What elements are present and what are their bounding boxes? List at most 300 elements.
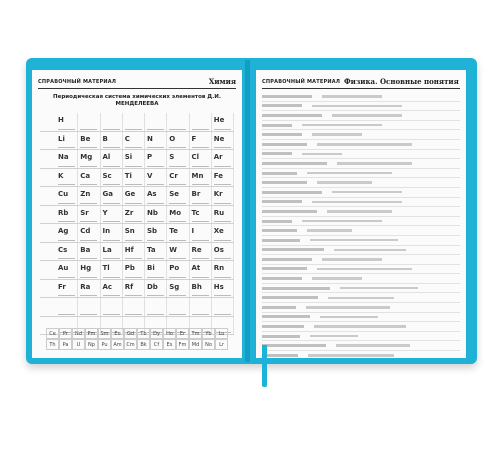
periodic-row	[40, 224, 234, 243]
formula-expression	[262, 95, 312, 98]
formula-expression	[262, 296, 318, 299]
formula-expression	[262, 306, 296, 309]
lanthanide-cell: Ce	[46, 328, 59, 339]
element-cell	[167, 113, 189, 131]
element-symbol: H	[58, 116, 64, 124]
element-detail	[58, 166, 75, 167]
formula-expression	[262, 172, 297, 175]
element-cell	[56, 298, 78, 316]
period-number	[40, 224, 56, 242]
lanthanide-cell: Tm	[189, 328, 202, 339]
element-detail	[58, 147, 75, 148]
element-cell	[101, 187, 123, 205]
element-detail	[125, 314, 142, 315]
element-detail	[103, 147, 120, 148]
periodic-row	[40, 243, 234, 262]
formula-expression	[262, 143, 307, 146]
element-cell	[123, 206, 145, 224]
formula-row	[262, 303, 460, 313]
element-detail	[192, 184, 209, 185]
actinide-cell: Cf	[150, 339, 163, 350]
formula-row	[262, 351, 460, 358]
formula-description	[302, 153, 342, 156]
periodic-row	[40, 298, 234, 317]
left-page	[32, 70, 242, 358]
lanthanide-cell: Er	[176, 328, 189, 339]
element-cell	[78, 298, 100, 316]
periodic-row	[40, 132, 234, 151]
element-cell	[145, 261, 167, 279]
element-detail	[192, 240, 209, 241]
element-symbol: Nb	[147, 208, 158, 217]
element-detail	[169, 221, 186, 222]
element-cell	[145, 113, 167, 131]
formula-description	[337, 162, 412, 165]
element-cell	[56, 224, 78, 242]
formula-description	[314, 325, 406, 328]
element-detail	[125, 277, 142, 278]
element-cell	[190, 150, 212, 168]
element-cell	[212, 169, 234, 187]
element-symbol: I	[191, 227, 195, 235]
formula-expression	[262, 152, 292, 155]
period-number	[40, 150, 56, 168]
element-cell	[101, 280, 123, 298]
element-detail	[80, 147, 97, 148]
element-symbol: Pb	[124, 264, 135, 272]
element-detail	[169, 314, 186, 315]
element-detail	[125, 129, 142, 130]
element-detail	[58, 314, 75, 315]
periodic-row	[40, 150, 234, 169]
element-detail	[80, 240, 97, 241]
element-symbol: Sg	[169, 282, 180, 291]
formula-description	[302, 220, 382, 223]
formula-row	[262, 255, 460, 265]
element-detail	[103, 203, 120, 204]
element-detail	[58, 221, 75, 222]
element-symbol: Re	[191, 245, 202, 254]
element-detail	[58, 129, 75, 130]
element-detail	[103, 240, 120, 241]
element-detail	[214, 295, 231, 296]
formula-row	[262, 159, 460, 169]
formula-expression	[262, 258, 312, 261]
element-symbol: Ge	[124, 190, 136, 198]
element-symbol: Tl	[102, 264, 110, 272]
physics-formula-list	[262, 92, 460, 358]
element-cell	[56, 169, 78, 187]
element-detail	[147, 147, 164, 148]
formula-description	[312, 105, 402, 108]
element-symbol: Ra	[80, 282, 91, 291]
element-detail	[125, 221, 142, 222]
element-cell	[190, 206, 212, 224]
element-detail	[147, 295, 164, 296]
element-cell	[101, 224, 123, 242]
formula-description	[320, 316, 378, 319]
element-detail	[214, 221, 231, 222]
element-symbol: V	[147, 171, 153, 180]
lanthanide-cell: Nd	[72, 328, 85, 339]
period-number	[40, 206, 56, 224]
element-detail	[103, 258, 120, 259]
element-cell	[56, 132, 78, 150]
element-detail	[192, 203, 209, 204]
element-detail	[58, 184, 75, 185]
element-symbol: Zn	[80, 190, 91, 198]
element-symbol: Mo	[169, 208, 182, 217]
element-cell	[212, 132, 234, 150]
formula-description	[322, 258, 382, 261]
element-cell	[56, 206, 78, 224]
formula-expression	[262, 325, 304, 328]
element-cell	[190, 261, 212, 279]
actinide-cell: Md	[189, 339, 202, 350]
element-cell	[101, 261, 123, 279]
formula-row	[262, 140, 460, 150]
formula-expression	[262, 200, 302, 203]
element-detail	[147, 166, 164, 167]
element-detail	[214, 240, 231, 241]
element-cell	[190, 243, 212, 261]
element-symbol: P	[147, 153, 153, 161]
element-cell	[123, 113, 145, 131]
element-cell	[56, 187, 78, 205]
element-cell	[212, 187, 234, 205]
lanthanide-cell: Lu	[215, 328, 228, 339]
actinide-cell: Lr	[215, 339, 228, 350]
element-symbol: S	[169, 153, 175, 161]
element-cell	[167, 150, 189, 168]
element-cell	[167, 280, 189, 298]
period-number	[40, 243, 56, 261]
formula-description	[308, 354, 394, 357]
formula-row	[262, 92, 460, 102]
formula-description	[328, 297, 394, 300]
element-cell	[167, 169, 189, 187]
element-detail	[147, 277, 164, 278]
actinide-cell: Bk	[137, 339, 150, 350]
element-cell	[78, 150, 100, 168]
formula-expression	[262, 191, 322, 194]
actinide-cell: Es	[163, 339, 176, 350]
formula-expression	[262, 181, 307, 184]
formula-description	[332, 191, 402, 194]
formula-expression	[262, 162, 327, 165]
element-detail	[58, 277, 75, 278]
element-symbol: F	[191, 134, 197, 143]
actinide-cell: Np	[85, 339, 98, 350]
element-cell	[101, 243, 123, 261]
element-detail	[80, 184, 97, 185]
element-detail	[80, 314, 97, 315]
element-cell	[145, 187, 167, 205]
formula-expression	[262, 220, 292, 223]
formula-description	[322, 95, 382, 98]
element-detail	[80, 221, 97, 222]
element-cell	[78, 206, 100, 224]
element-cell	[123, 280, 145, 298]
element-cell	[101, 169, 123, 187]
element-symbol: K	[58, 171, 64, 180]
element-symbol: Sb	[147, 227, 158, 235]
element-cell	[78, 187, 100, 205]
element-cell	[190, 298, 212, 316]
element-symbol: Mn	[191, 171, 204, 180]
formula-row	[262, 169, 460, 179]
periodic-row	[40, 206, 234, 225]
formula-row	[262, 226, 460, 236]
element-symbol: Sn	[124, 227, 135, 235]
left-section-label: СПРАВОЧНЫЙ МАТЕРИАЛ	[38, 79, 117, 85]
element-detail	[125, 295, 142, 296]
element-detail	[214, 277, 231, 278]
formula-description	[332, 114, 402, 117]
element-cell	[56, 280, 78, 298]
element-detail	[192, 129, 209, 130]
element-detail	[169, 166, 186, 167]
element-symbol: Si	[124, 153, 133, 161]
element-cell	[78, 113, 100, 131]
formula-expression	[262, 104, 302, 107]
formula-row	[262, 102, 460, 112]
formula-row	[262, 188, 460, 198]
element-symbol: Na	[58, 153, 69, 161]
formula-expression	[262, 287, 330, 290]
element-detail	[125, 166, 142, 167]
element-symbol: Fe	[213, 171, 223, 180]
periodic-table	[40, 113, 234, 335]
element-cell	[190, 280, 212, 298]
lanthanide-cell: Eu	[111, 328, 124, 339]
element-symbol: Cd	[80, 227, 91, 235]
element-symbol: B	[102, 134, 108, 143]
lanthanide-cell: Dy	[150, 328, 163, 339]
element-symbol: Ag	[58, 227, 69, 235]
element-cell	[78, 224, 100, 242]
lanthanide-cell: Tb	[137, 328, 150, 339]
element-symbol: Ac	[102, 282, 113, 291]
formula-expression	[262, 354, 298, 357]
element-cell	[123, 261, 145, 279]
element-detail	[103, 166, 120, 167]
formula-description	[312, 277, 362, 280]
formula-row	[262, 246, 460, 256]
periodic-table-title: Периодическая система химических элементов Д.И. МЕНДЕЛЕЕВА	[53, 94, 221, 107]
element-detail	[125, 203, 142, 204]
element-symbol: Li	[58, 134, 65, 143]
element-cell	[123, 187, 145, 205]
element-detail	[214, 184, 231, 185]
element-cell	[167, 243, 189, 261]
element-symbol: Rf	[124, 282, 134, 291]
element-cell	[78, 261, 100, 279]
element-cell	[190, 224, 212, 242]
element-symbol: Xe	[213, 227, 224, 235]
element-cell	[101, 150, 123, 168]
element-cell	[167, 187, 189, 205]
period-number	[40, 261, 56, 279]
formula-description	[340, 287, 418, 290]
element-cell	[123, 169, 145, 187]
element-cell	[212, 224, 234, 242]
element-cell	[145, 132, 167, 150]
element-detail	[80, 258, 97, 259]
formula-row	[262, 313, 460, 323]
actinide-cell: Pa	[59, 339, 72, 350]
element-symbol: Tc	[191, 208, 200, 217]
element-symbol: Po	[169, 264, 180, 272]
element-cell	[212, 150, 234, 168]
element-detail	[103, 295, 120, 296]
periodic-row	[40, 280, 234, 299]
formula-row	[262, 322, 460, 332]
element-cell	[212, 206, 234, 224]
element-cell	[167, 261, 189, 279]
element-symbol: Mg	[80, 153, 93, 161]
formula-row	[262, 236, 460, 246]
element-cell	[190, 113, 212, 131]
element-detail	[147, 203, 164, 204]
element-symbol: C	[124, 134, 130, 143]
period-number	[40, 169, 56, 187]
formula-expression	[262, 133, 302, 136]
element-symbol: Au	[58, 264, 69, 272]
element-cell	[123, 224, 145, 242]
periodic-row	[40, 261, 234, 280]
element-detail	[80, 277, 97, 278]
formula-description	[317, 268, 412, 271]
element-detail	[214, 147, 231, 148]
element-detail	[103, 277, 120, 278]
element-symbol: Zr	[124, 208, 134, 217]
element-symbol: Ru	[213, 208, 225, 217]
element-detail	[192, 166, 209, 167]
element-detail	[214, 166, 231, 167]
period-number	[40, 298, 56, 316]
element-cell	[167, 206, 189, 224]
element-symbol: He	[213, 116, 225, 124]
actinide-cell: Fm	[176, 339, 189, 350]
formula-description	[307, 229, 352, 232]
element-symbol: Rb	[58, 208, 69, 217]
element-detail	[192, 277, 209, 278]
formula-row	[262, 332, 460, 342]
element-symbol: Hf	[124, 245, 134, 254]
element-symbol: Fr	[58, 282, 66, 291]
element-detail	[169, 203, 186, 204]
right-subject-title: Физика. Основные понятия	[344, 77, 459, 86]
element-symbol: Be	[80, 134, 91, 143]
element-detail	[169, 240, 186, 241]
element-symbol: Sc	[102, 171, 112, 180]
element-detail	[169, 129, 186, 130]
element-cell	[123, 132, 145, 150]
element-cell	[78, 243, 100, 261]
element-symbol: La	[102, 245, 112, 254]
element-symbol: Os	[213, 245, 224, 254]
element-cell	[56, 150, 78, 168]
formula-expression	[262, 229, 297, 232]
element-detail	[58, 240, 75, 241]
element-cell	[145, 243, 167, 261]
period-number	[40, 113, 56, 131]
element-detail	[147, 240, 164, 241]
element-cell	[56, 243, 78, 261]
lanthanide-cell: Yb	[202, 328, 215, 339]
element-symbol: Ta	[147, 245, 156, 254]
element-cell	[123, 150, 145, 168]
element-detail	[214, 258, 231, 259]
element-cell	[212, 113, 234, 131]
element-cell	[212, 261, 234, 279]
formula-expression	[262, 114, 322, 117]
actinide-cell: Pu	[98, 339, 111, 350]
formula-expression	[262, 344, 326, 347]
element-detail	[125, 184, 142, 185]
formula-expression	[262, 315, 310, 318]
lanthanide-cell: Pr	[59, 328, 72, 339]
formula-description	[310, 335, 358, 338]
element-cell	[123, 298, 145, 316]
element-detail	[147, 184, 164, 185]
formula-row	[262, 274, 460, 284]
formula-row	[262, 217, 460, 227]
element-detail	[125, 258, 142, 259]
element-cell	[145, 224, 167, 242]
element-cell	[101, 132, 123, 150]
formula-description	[306, 306, 390, 309]
element-cell	[145, 169, 167, 187]
element-detail	[80, 203, 97, 204]
element-symbol: Ne	[213, 134, 225, 143]
formula-expression	[262, 248, 324, 251]
element-detail	[214, 129, 231, 130]
element-symbol: Ca	[80, 171, 91, 180]
formula-expression	[262, 239, 300, 242]
element-symbol: Bh	[191, 282, 202, 291]
formula-row	[262, 265, 460, 275]
notebook-spine	[245, 60, 250, 362]
element-detail	[214, 203, 231, 204]
element-symbol: Br	[191, 190, 201, 198]
element-detail	[125, 240, 142, 241]
element-detail	[80, 166, 97, 167]
element-symbol: Ba	[80, 245, 91, 254]
element-cell	[145, 150, 167, 168]
lanthanides-actinides	[46, 328, 230, 350]
element-cell	[101, 113, 123, 131]
formula-row	[262, 111, 460, 121]
element-symbol: Al	[102, 153, 111, 161]
formula-row	[262, 121, 460, 131]
formula-description	[310, 239, 398, 242]
element-detail	[169, 184, 186, 185]
lanthanide-cell: Gd	[124, 328, 137, 339]
period-number	[40, 280, 56, 298]
element-detail	[58, 295, 75, 296]
formula-description	[334, 249, 406, 252]
element-symbol: Rn	[213, 264, 225, 272]
formula-row	[262, 130, 460, 140]
element-detail	[147, 258, 164, 259]
formula-expression	[262, 277, 302, 280]
formula-row	[262, 178, 460, 188]
element-cell	[190, 187, 212, 205]
element-symbol: Sr	[80, 208, 89, 217]
element-symbol: Hs	[213, 282, 224, 291]
